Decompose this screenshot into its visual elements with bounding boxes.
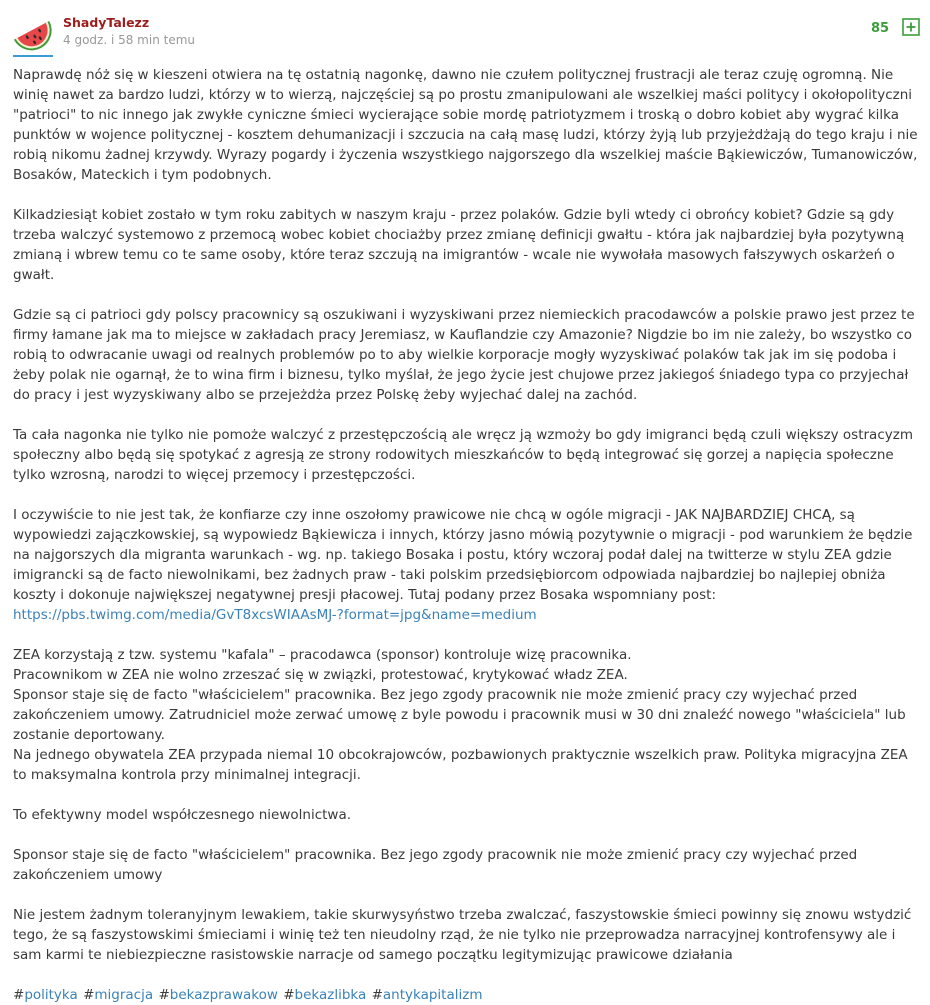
paragraph: Naprawdę nóż się w kieszeni otwiera na tę ostatnią nagonkę, dawno nie czułem politycznej frustracji ale teraz czuję ogromną. Nie winię nawet za bardzo ludzi, którzy w to wierzą, najczęściej są po prostu zmanipulowani ale wszelkiej maści politycy i okołopolityczni "patrioci" to nic innego jak zwykłe cyniczne śmieci wycierające sobie mordę patriotyzmem i troską o dobro kobiet aby wygrać kilka punktów w wojence politycznej - kosztem dehumanizacji i szczucia na całą masę ludzi, którzy żyją lub przyjeżdżają do tego kraju i nie robią nikomu żadnej krzywdy. Wyrazy pogardy i życzenia wszystkiego najgorszego dla wszelkiej maście Bąkiewiczów, Tumanowiczów, Bosaków, Mateckich i tym podobnych. (13, 67, 918, 183)
quote-line: Sponsor staje się de facto "właścicielem" pracownika. Bez jego zgody pracownik nie może zmienić pracy czy wyjechać przed zakończeniem umowy. Zatrudniciel może zerwać umowę z byle powodu i pracownik musi w 30 dni znaleźć nowego "właściciela" lub zostanie deportowany. (13, 687, 906, 743)
paragraph: To efektywny model współczesnego niewolnictwa. (13, 807, 352, 823)
post-body (13, 65, 923, 1005)
paragraph: Sponsor staje się de facto "właścicielem" pracownika. Bez jego zgody pracownik nie może zmienić pracy czy wyjechać przed zakończeniem umowy (13, 847, 858, 883)
post-time: 4 godz. i 58 min temu (63, 33, 196, 47)
paragraph-with-link (13, 505, 923, 625)
plus-square-icon[interactable] (902, 18, 920, 36)
paragraph: Ta cała nagonka nie tylko nie pomoże walczyć z przestępczością ale wręcz ją wzmoży bo gdy imigranci będą czuli większy ostracyzm społeczny albo będą się spotykać z agresją ze strony rodowitych mieszkańców to będą integrować się gorzej a napięcia społeczne tylko wzrosną, narodzi to więcej przemocy i przestępczości. (13, 427, 913, 483)
quote-line: Na jednego obywatela ZEA przypada niemal 10 obcokrajowców, pozbawionych praktycznie wszelkich praw. Polityka migracyjna ZEA to maksymalna kontrola przy minimalnej integracji. (13, 747, 908, 783)
tag-link[interactable]: migracja (94, 987, 154, 1003)
avatar-underline (13, 55, 53, 57)
paragraph: Kilkadziesiąt kobiet zostało w tym roku zabitych w naszym kraju - przez polaków. Gdzie byli wtedy ci obrońcy kobiet? Gdzie są gdy trzeba walczyć systemowo z przemocą wobec kobiet chociażby przez zmianę definicji gwałtu - która jak najbardziej była pozytywną zmianą i wbrew temu co te same osoby, które teraz szczują na imigrantów - wcale nie wywołała masowych fałszywych oskarżeń o gwałt. (13, 207, 905, 283)
quote-line: Pracownikom w ZEA nie wolno zrzeszać się w związki, protestować, krytykować władz ZEA. (13, 667, 628, 683)
paragraph: Gdzie są ci patrioci gdy polscy pracownicy są oszukiwani i wyzyskiwani przez niemieckich pracodawców a polskie prawo jest przez te firmy łamane jak ma to miejsce w zakładach pracy Jeremiasz, w Kauflandzie czy Amazonie? Nigdzie bo im nie zależy, bo wszystko co robią to odwracanie uwagi od realnych problemów po to aby wielkie korporacje mogły wyzyskiwać polaków tak jak im się podoba i żeby polak nie ogarnął, że to wina firm i biznesu, tylko myślał, że jego życie jest chujowe przez jakiegoś śniadego typa co przyjechał do pracy i jest wyzyskiwany albo se przejeżdża przez Polskę żeby wyjechać dalej na zachód. (13, 307, 915, 403)
tag-link[interactable]: bekazprawakow (169, 987, 278, 1003)
hash-symbol: # (83, 987, 95, 1003)
quote-line: ZEA korzystają z tzw. systemu "kafala" – pracodawca (sponsor) kontroluje wizę pracownika. (13, 647, 632, 663)
hash-symbol: # (158, 987, 170, 1003)
hash-symbol: # (283, 987, 295, 1003)
vote-count: 85 (871, 21, 890, 36)
hash-symbol: # (13, 987, 25, 1003)
paragraph-text: I oczywiście to nie jest tak, że konfiarze czy inne oszołomy prawicowe nie chcą w ogóle migracji - JAK NAJBARDZIEJ CHCĄ, są wypowiedzi zajączkowskiej, są wypowiedz Bąkiewicza i innych, którzy jasno mówią pozytywnie o migracji - pod warunkiem że będzie na najgorszych dla migranta warunkach - wg. np. takiego Bosaka i postu, który wczoraj podał dalej na twitterze w stylu ZEA gdzie imigrancki są de facto niewolnikami, bez żadnych praw - taki polskim przedsiębiorcom odpowiada najbardziej bo najlepiej obniża koszty i dokonuje największej negatywnej presji płacowej. Tutaj podany przez Bosaka wspomniany post: (13, 507, 913, 603)
hash-symbol: # (371, 987, 383, 1003)
tag-link[interactable]: polityka (24, 987, 78, 1003)
tag-list (13, 985, 923, 1005)
tag-link[interactable]: antykapitalizm (382, 987, 483, 1003)
twitter-image-link[interactable]: https://pbs.twimg.com/media/GvT8xcsWIAAsMJ-?format=jpg&name=medium (13, 607, 537, 623)
paragraph: Nie jestem żadnym toleranyjnym lewakiem, takie skurwysyństwo trzeba zwalczać, faszystowskie śmieci powinny się znowu wstydzić tego, że są faszystowskimi śmieciami i winię też ten nieudolny rząd, że nie tylko nie przeprowadza narracyjnej kontrofensywy ale i sam karmi te niebiezpieczne rasistowskie narracje od samego początku legitymizując prawicowe działania (13, 907, 912, 963)
tag-link[interactable]: bekazlibka (294, 987, 367, 1003)
author-name[interactable]: ShadyTalezz (63, 15, 150, 30)
watermelon-icon[interactable] (12, 12, 54, 54)
